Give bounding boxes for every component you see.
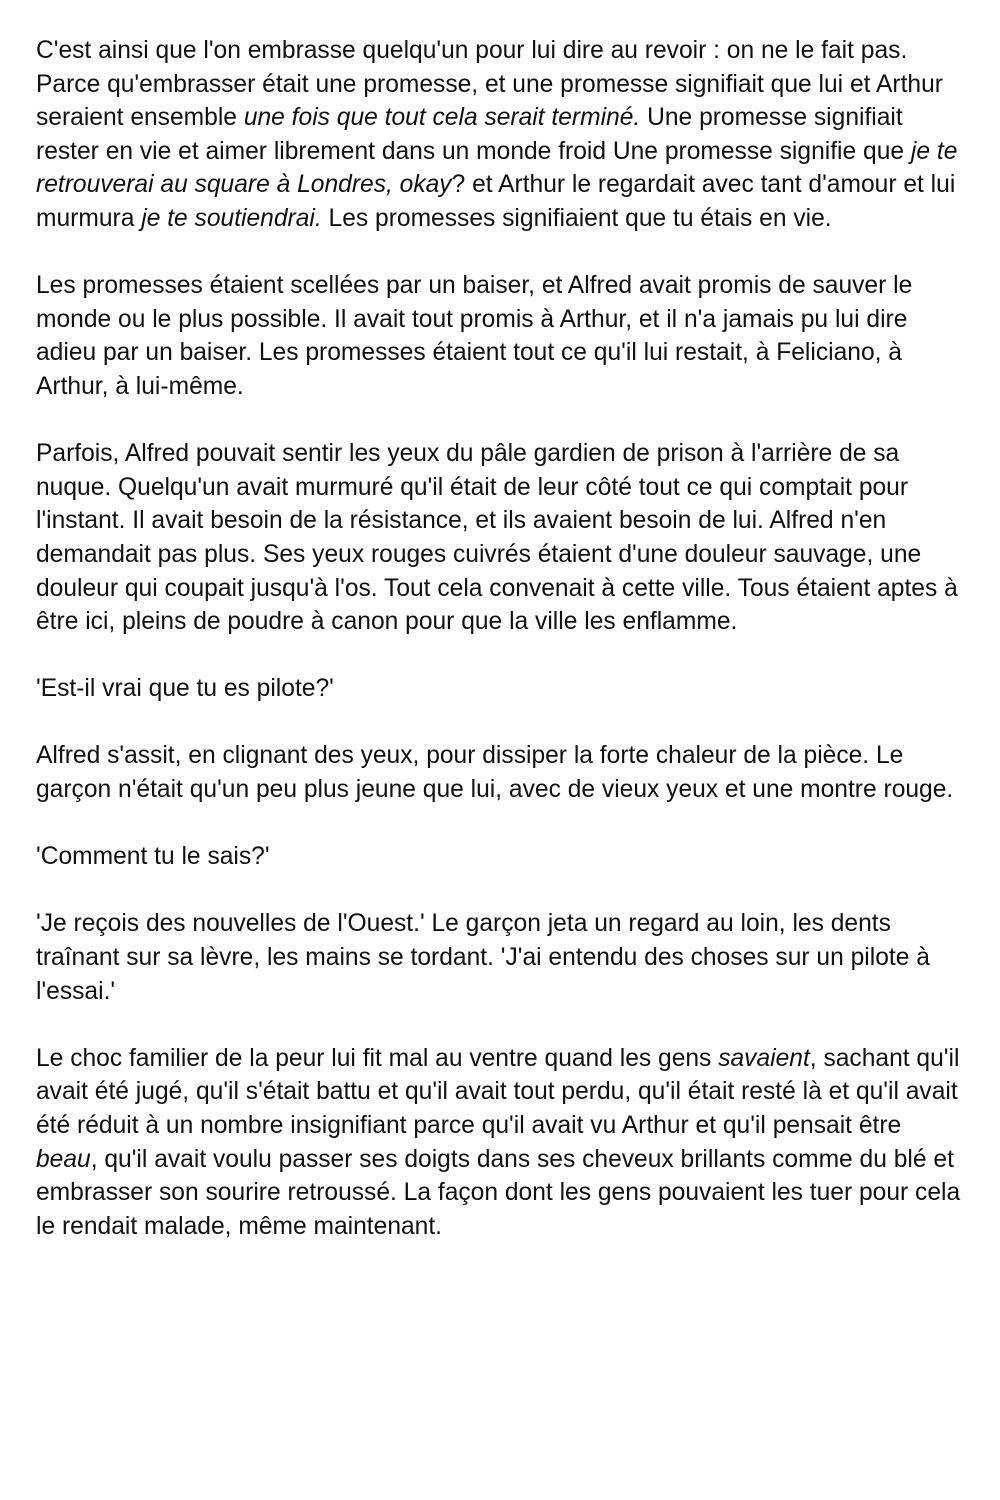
document-body xyxy=(36,34,966,1243)
paragraph-4-dialogue: 'Est-il vrai que tu es pilote?' xyxy=(36,675,334,703)
paragraph-3: Parfois, Alfred pouvait sentir les yeux du pâle gardien de prison à l'arrière de sa nuque. Quelqu'un avait murmuré qu'il était de leur côté tout ce qui comptait pour l'instant. Il avait besoin de la résistance, et ils avaient besoin de lui. Alfred n'en demandait pas plus. Ses yeux rouges cuivrés étaient d'une douleur sauvage, une douleur qui coupait jusqu'à l'os. Tout cela convenait à cette ville. Tous étaient aptes à être ici, pleins de poudre à canon pour que la ville les enflamme. xyxy=(36,440,958,636)
paragraph-1: C'est ainsi que l'on embrasse quelqu'un pour lui dire au revoir : on ne le fait pas. Parce qu'embrasser était une promesse, et une promesse signifiait que lui et Arthur seraient ensemble une fois que tout cela serait terminé. Une promesse signifiait rester en vie et aimer librement dans un monde froid Une promesse signifie que je te retrouverai au square à Londres, okay? et Arthur le regardait avec tant d'amour et lui murmura je te soutiendrai. Les promesses signifiaient que tu étais en vie. xyxy=(36,37,958,232)
paragraph-2: Les promesses étaient scellées par un baiser, et Alfred avait promis de sauver le monde ou le plus possible. Il avait tout promis à Arthur, et il n'a jamais pu lui dire adieu par un baiser. Les promesses étaient tout ce qu'il lui restait, à Feliciano, à Arthur, à lui-même. xyxy=(36,272,913,400)
paragraph-6-dialogue: 'Comment tu le sais?' xyxy=(36,843,270,871)
paragraph-5: Alfred s'assit, en clignant des yeux, pour dissiper la forte chaleur de la pièce. Le garçon n'était qu'un peu plus jeune que lui, avec de vieux yeux et une montre rouge. xyxy=(36,742,954,804)
paragraph-7: 'Je reçois des nouvelles de l'Ouest.' Le garçon jeta un regard au loin, les dents traînant sur sa lèvre, les mains se tordant. 'J'ai entendu des choses sur un pilote à l'essai.' xyxy=(36,910,930,1005)
paragraph-8: Le choc familier de la peur lui fit mal au ventre quand les gens savaient, sachant qu'il avait été jugé, qu'il s'était battu et qu'il avait tout perdu, qu'il était resté là et qu'il avait été réduit à un nombre insignifiant parce qu'il avait vu Arthur et qu'il pensait être beau, qu'il avait voulu passer ses doigts dans ses cheveux brillants comme du blé et embrasser son sourire retroussé. La façon dont les gens pouvaient les tuer pour cela le rendait malade, même maintenant. xyxy=(36,1044,961,1240)
